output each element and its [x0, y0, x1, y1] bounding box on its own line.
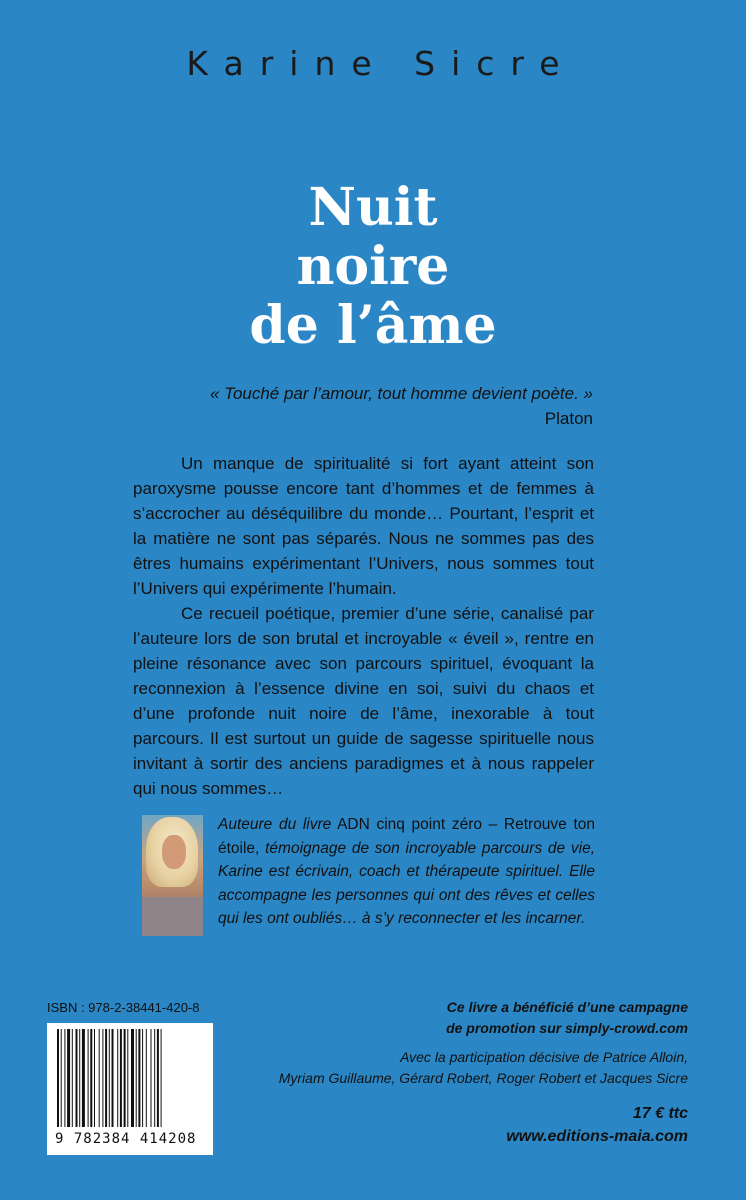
barcode-bars [47, 1023, 213, 1131]
bio-text: témoignage de son incroyable parcours de vie, Karine est écrivain, coach et thérapeute spirituel. Elle accompagne les personnes qui ont des rêves et celles qui les ont oubliés… à s’y reconnecter et les incarner. [218, 839, 596, 927]
title-line-3: de l’âme [249, 295, 497, 356]
price: 17 € ttc [632, 1105, 688, 1122]
price-block [506, 1102, 688, 1148]
isbn-number: ISBN : 978-2-38441-420-8 [47, 1000, 200, 1015]
promo-line-1: Ce livre a bénéficié d’une campagne [446, 999, 688, 1015]
barcode-digits: 9 782384 414208 [55, 1131, 197, 1147]
book-title [0, 178, 746, 355]
promo-line-2: de promotion sur simply-crowd.com [446, 1020, 688, 1036]
epigraph-quote: « Touché par l’amour, tout homme devient poète. » [209, 384, 593, 403]
promo-notice [446, 997, 688, 1039]
barcode [47, 1023, 213, 1155]
bio-intro: Auteure du livre [218, 816, 332, 833]
bio-book-title: ADN cinq point zéro – Retrouve ton étoile, [218, 816, 596, 857]
publisher-website: www.editions-maia.com [506, 1128, 688, 1145]
author-name: Karine Sicre [186, 44, 576, 83]
acknowledgements [279, 1047, 688, 1089]
epigraph [210, 381, 593, 431]
title-line-1: Nuit [308, 177, 438, 238]
author-photo [142, 815, 203, 936]
thanks-line-2: Myriam Guillaume, Gérard Robert, Roger Robert et Jacques Sicre [278, 1070, 688, 1086]
title-line-2: noire [296, 236, 450, 297]
epigraph-author: Platon [544, 409, 593, 428]
blurb-paragraph-2: Ce recueil poétique, premier d’une série, canalisé par l’auteure lors de son brutal et incroyable « éveil », rentre en pleine résonance avec son parcours spirituel, évoquant la reconnexion à l’essence divine en soi, suivi du chaos et d’une profonde nuit noire de l’âme, inexorable à tout parcours. Il est surtout un guide de sagesse spirituelle nous invitant à sortir des anciens paradigmes et à nous rappeler qui nous sommes… [133, 604, 594, 798]
blurb [133, 451, 594, 801]
blurb-paragraph-1: Un manque de spiritualité si fort ayant atteint son paroxysme pousse encore tant d’hommes et de femmes à s’accrocher au déséquilibre du monde… Pourtant, l’esprit et la matière ne sont pas séparés. Nous ne sommes pas des êtres humains expérimentant l’Univers, nous sommes tout l’Univers qui expérimente l’humain. [133, 454, 594, 598]
author-bio [218, 813, 595, 931]
thanks-line-1: Avec la participation décisive de Patrice Alloin, [400, 1049, 688, 1065]
